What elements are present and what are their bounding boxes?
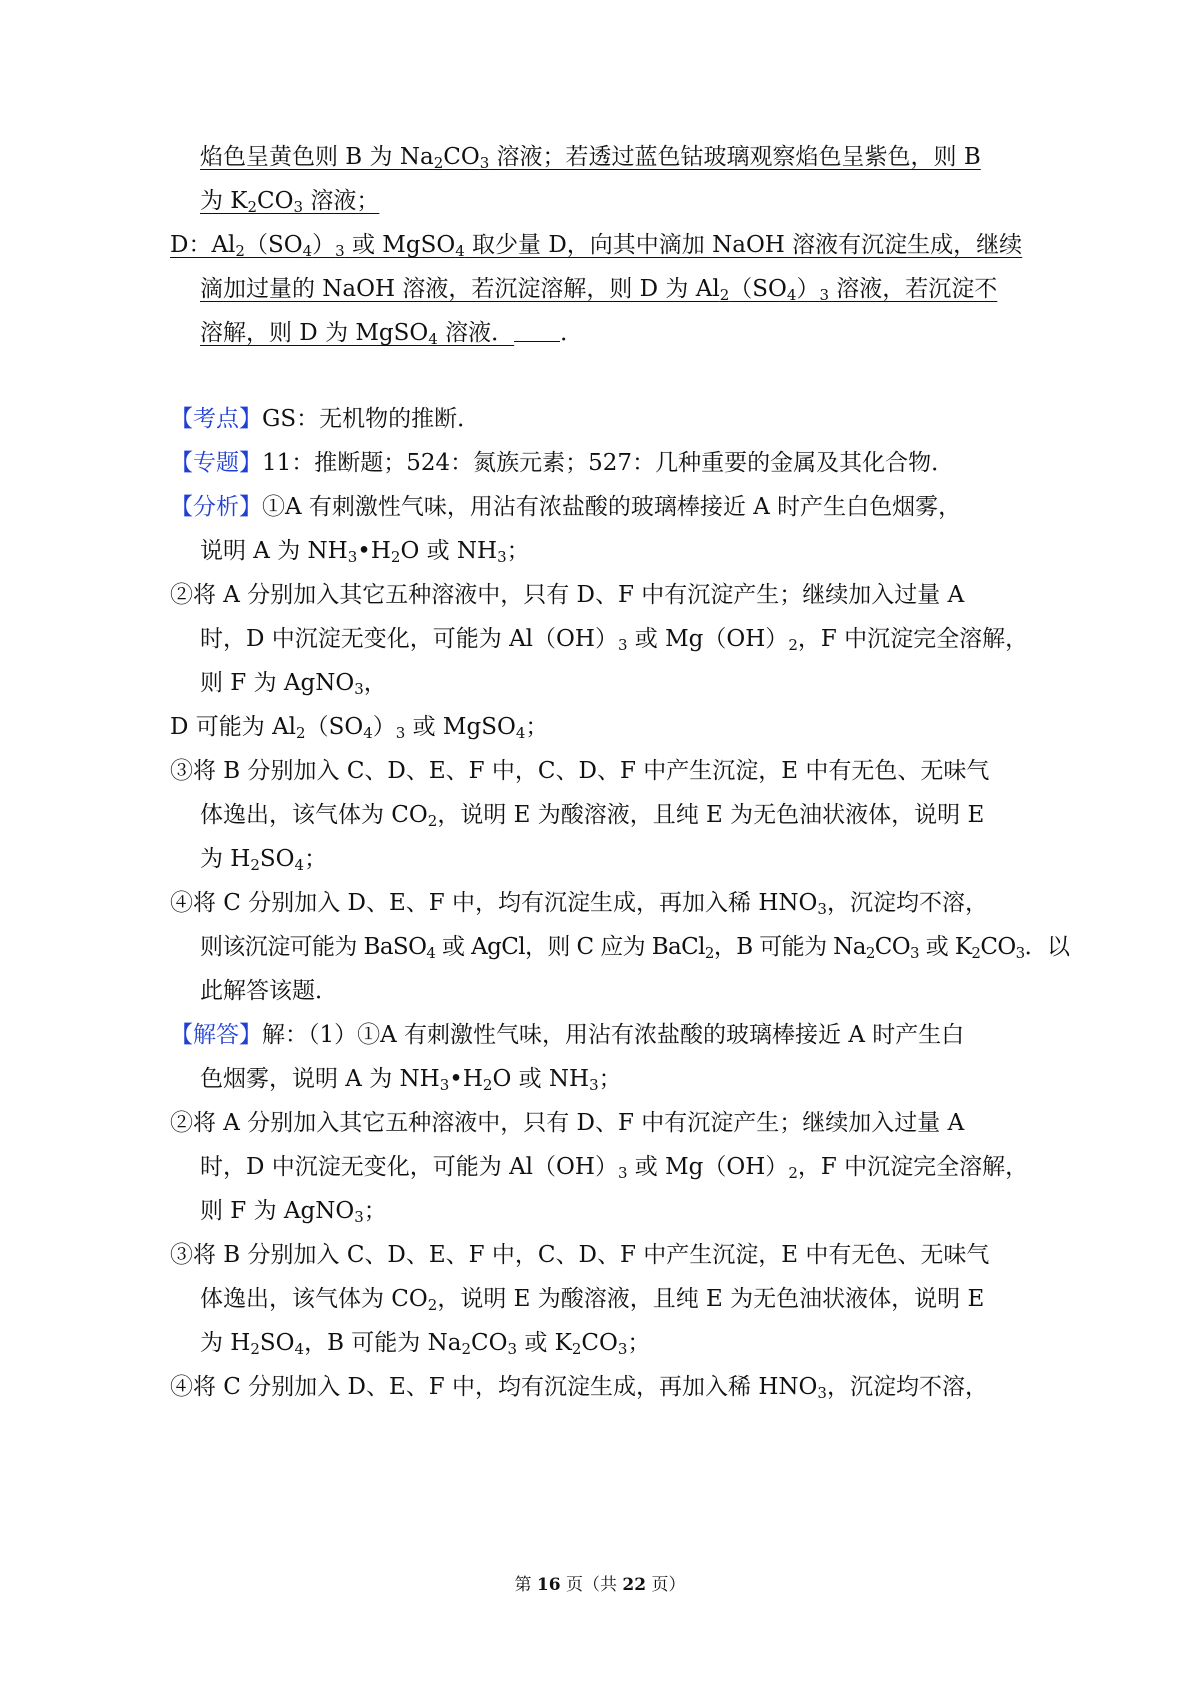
blank-underline: [514, 319, 560, 342]
solution-line: 则 F 为 AgNO$_3$；: [200, 1198, 387, 1226]
answer-line: 为 $K_2CO_3$ 溶液；: [200, 188, 380, 216]
analysis-line: 则该沉淀可能为 BaSO$_4$ 或 AgCl，则 C 应为 BaCl$_2$，B 可能为 $Na_2CO_3$ 或 $K_2CO_3$．以: [200, 934, 1070, 962]
solution-line: ④将 C 分别加入 D、E、F 中，均有沉淀生成，再加入稀 $HNO_3$，沉淀均不溶，: [170, 1374, 988, 1402]
analysis-line: D 可能为 $Al_2(SO_4)_3$ 或 MgSO$_4$；: [170, 714, 549, 742]
kaodian-tag: 【考点】: [170, 406, 262, 432]
analysis-line: 此解答该题．: [200, 978, 338, 1004]
analysis-line: ②将 A 分别加入其它五种溶液中，只有 D、F 中有沉淀产生；继续加入过量 A: [170, 582, 965, 608]
answer-line: 焰色呈黄色则 B 为 $Na_2CO_3$ 溶液；若透过蓝色钴玻璃观察焰色呈紫色，则 B: [200, 144, 981, 172]
analysis-line: ④将 C 分别加入 D、E、F 中，均有沉淀生成，再加入稀 $HNO_3$，沉淀均不溶，: [170, 890, 988, 918]
kaodian-line: 【考点】GS：无机物的推断．: [170, 406, 481, 432]
analysis-line: 则 F 为 AgNO$_3$，: [200, 670, 387, 698]
total-page-count: 22: [622, 1575, 647, 1595]
analysis-line: 说明 A 为 $NH_3•H_2O$ 或 $NH_3$；: [200, 538, 530, 566]
analysis-line: ③将 B 分别加入 C、D、E、F 中，C、D、F 中产生沉淀，E 中有无色、无味气: [170, 758, 990, 784]
solution-line: ②将 A 分别加入其它五种溶液中，只有 D、F 中有沉淀产生；继续加入过量 A: [170, 1110, 965, 1136]
solution-line: 为 $H_2SO_4$，B 可能为 $Na_2CO_3$ 或 $K_2CO_3$；: [200, 1330, 651, 1358]
current-page-number: 16: [536, 1575, 561, 1595]
answer-line: D：$Al_2(SO_4)_3$ 或 MgSO$_4$ 取少量 D，向其中滴加 NaOH 溶液有沉淀生成，继续: [170, 232, 1023, 260]
fenxi-tag: 【分析】: [170, 494, 262, 520]
answer-line: 溶解，则 D 为 MgSO$_4$ 溶液． ．: [200, 320, 584, 348]
solution-line: 时，D 中沉淀无变化，可能为 $Al(OH)_3$ 或 $Mg(OH)_2$，F 中沉淀完全溶解，: [200, 1154, 1029, 1182]
analysis-line: 体逸出，该气体为 $CO_2$，说明 E 为酸溶液，且纯 E 为无色油状液体，说明 E: [200, 802, 985, 830]
fenxi-line: 【分析】①A 有刺激性气味，用沾有浓盐酸的玻璃棒接近 A 时产生白色烟雾，: [170, 494, 962, 520]
analysis-line: 为 $H_2SO_4$；: [200, 846, 328, 874]
analysis-line: 时，D 中沉淀无变化，可能为 $Al(OH)_3$ 或 $Mg(OH)_2$，F 中沉淀完全溶解，: [200, 626, 1029, 654]
solution-line: 体逸出，该气体为 $CO_2$，说明 E 为酸溶液，且纯 E 为无色油状液体，说明 E: [200, 1286, 985, 1314]
solution-line: 色烟雾，说明 A 为 $NH_3•H_2O$ 或 $NH_3$；: [200, 1066, 622, 1094]
solution-line: ③将 B 分别加入 C、D、E、F 中，C、D、F 中产生沉淀，E 中有无色、无味气: [170, 1242, 990, 1268]
jieda-tag: 【解答】: [170, 1022, 262, 1048]
zhuanti-line: 【专题】11：推断题；524：氮族元素；527：几种重要的金属及其化合物．: [170, 450, 955, 476]
jieda-line: 【解答】解：（1）①A 有刺激性气味，用沾有浓盐酸的玻璃棒接近 A 时产生白: [170, 1022, 965, 1048]
answer-line: 滴加过量的 NaOH 溶液，若沉淀溶解，则 D 为 $Al_2(SO_4)_3$ 溶液，若沉淀不: [200, 276, 998, 304]
page-footer: 第 16 页（共 22 页）: [514, 1575, 686, 1595]
zhuanti-tag: 【专题】: [170, 450, 262, 476]
